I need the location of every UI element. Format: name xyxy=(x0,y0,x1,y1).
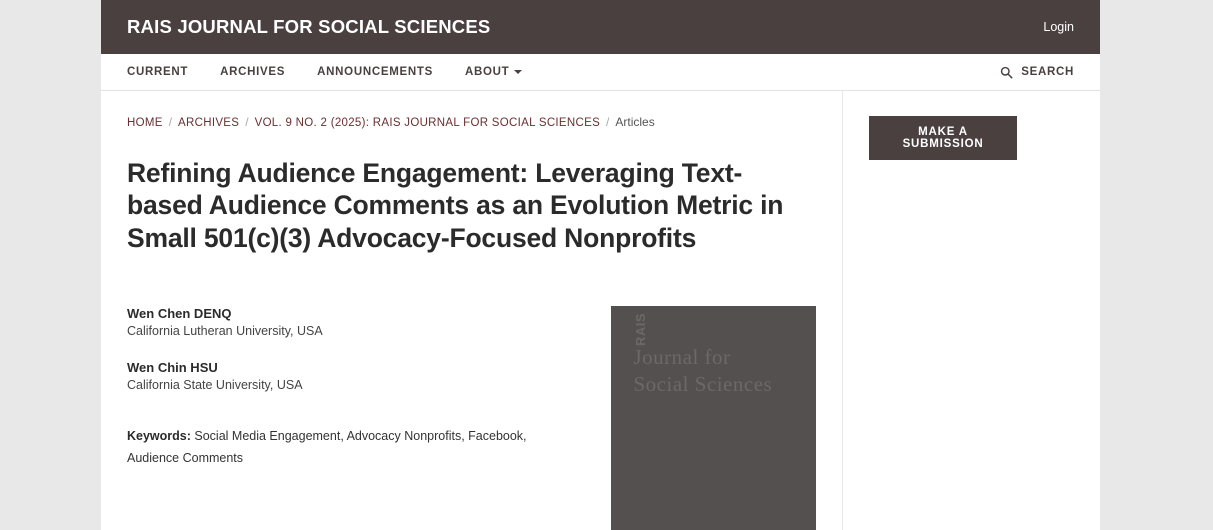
nav-item-current[interactable]: CURRENT xyxy=(127,66,189,78)
author-entry xyxy=(127,306,581,338)
nav-item-about[interactable] xyxy=(449,54,538,90)
primary-navigation xyxy=(101,54,1100,91)
breadcrumb-separator: / xyxy=(606,115,610,129)
keywords xyxy=(127,426,547,470)
nav-item-announcements[interactable]: ANNOUNCEMENTS xyxy=(317,66,433,78)
nav-item-archives[interactable]: ARCHIVES xyxy=(220,66,286,78)
page-title: Refining Audience Engagement: Leveraging Text-based Audience Comments as an Evolution Metric in Small 501(c)(3) Advocacy-Focused Nonprofits xyxy=(127,158,784,253)
sidebar xyxy=(843,91,1100,530)
site-header xyxy=(101,0,1100,54)
content-row xyxy=(101,91,1100,530)
site-title: RAIS JOURNAL FOR SOCIAL SCIENCES xyxy=(127,16,491,37)
breadcrumb-separator: / xyxy=(168,115,173,129)
cover-line-1: Journal for xyxy=(633,344,731,369)
make-a-submission-button[interactable]: MAKE A SUBMISSION xyxy=(869,116,1017,160)
breadcrumb-item-archives[interactable]: ARCHIVES xyxy=(178,117,240,129)
author-affiliation: California Lutheran University, USA xyxy=(127,323,323,338)
nav-item-about-label: ABOUT xyxy=(464,66,510,78)
search-label: SEARCH xyxy=(1021,66,1074,78)
search-icon xyxy=(1000,66,1013,79)
cover-spine-text: RAIS xyxy=(633,312,649,346)
breadcrumb-item-issue[interactable]: VOL. 9 NO. 2 (2025): RAIS JOURNAL FOR SOCIAL SCIENCES xyxy=(254,117,601,129)
author-entry xyxy=(127,360,581,392)
article-body xyxy=(127,306,816,530)
search-button[interactable] xyxy=(1000,66,1074,79)
chevron-down-icon xyxy=(514,70,522,74)
breadcrumb-separator: / xyxy=(245,115,249,129)
author-affiliation: California State University, USA xyxy=(127,377,303,392)
author-name: Wen Chin HSU xyxy=(127,359,218,375)
login-link[interactable]: Login xyxy=(1043,20,1074,34)
keywords-text: Social Media Engagement, Advocacy Nonprofits, Facebook, Audience Comments xyxy=(127,428,527,465)
breadcrumb-item-home[interactable]: HOME xyxy=(127,117,163,129)
authors-column xyxy=(127,306,581,530)
cover-title-text xyxy=(633,344,772,399)
breadcrumb-item-current: Articles xyxy=(615,115,655,129)
issue-cover-image[interactable] xyxy=(611,306,816,530)
cover-line-2: Social Sciences xyxy=(633,372,773,397)
author-name: Wen Chen DENQ xyxy=(127,305,232,321)
nav-items xyxy=(127,54,1000,90)
main-column xyxy=(101,91,843,530)
keywords-label: Keywords: xyxy=(127,428,191,443)
page-container xyxy=(101,0,1100,530)
breadcrumb xyxy=(127,115,816,129)
